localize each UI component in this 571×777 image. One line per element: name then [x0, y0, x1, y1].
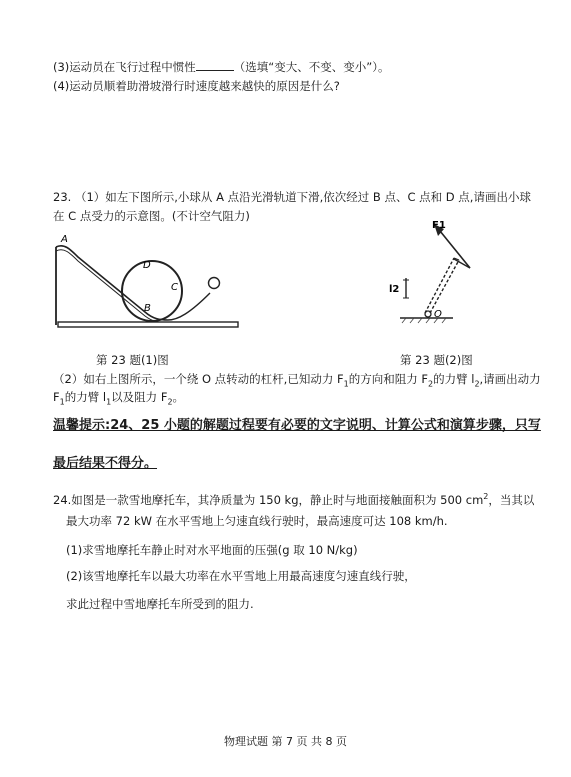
figure-lever	[378, 218, 478, 328]
page-footer: 物理试题 第 7 页 共 8 页	[224, 735, 347, 748]
q23-part2-line2: $F_1$的力臂 $l_1$以及阻力 $F_2$。	[53, 390, 185, 407]
q24-line3: (1)求雪地摩托车静止时对水平地面的压强(g 取 10 N/kg)	[66, 543, 358, 557]
label-l2: l2	[389, 284, 400, 295]
tip-line1: 温馨提示:24、25 小题的解题过程要有必要的文字说明、计算公式和演算步骤，只写	[53, 418, 541, 433]
label-o: O	[434, 309, 442, 320]
q22-sub3: (3)运动员在飞行过程中惯性 （选填“变大、不变、变小”）。	[53, 60, 390, 74]
figure-2-caption: 第 23 题(2)图	[400, 353, 473, 367]
q24-line4: (2)该雪地摩托车以最大功率在水平雪地上用最高速度匀速直线行驶，	[66, 569, 416, 583]
tip-line2: 最后结果不得分。	[53, 456, 158, 471]
label-c: C	[171, 282, 178, 293]
q24-line1: 24.如图是一款雪地摩托车，其净质量为 150 kg，静止时与地面接触面积为 500 $cm^2$，当其以	[53, 492, 535, 507]
q24-line2: 最大功率 72 kW 在水平雪地上匀速直线行驶时，最高速度可达 108 km/h.	[66, 514, 448, 528]
q23-part2-line1: （2）如右上图所示，一个绕 O 点转动的杠杆,已知动力 $F_1$的方向和阻力 $F_2$的力臂 $l_2$,请画出动力	[53, 372, 541, 389]
q24-line5: 求此过程中雪地摩托车所受到的阻力.	[66, 597, 254, 611]
figure-1-caption: 第 23 题(1)图	[96, 353, 169, 367]
q23-line2: 在 C 点受力的示意图。(不计空气阻力)	[53, 209, 250, 223]
label-a: A	[61, 234, 68, 245]
label-f1: F1	[432, 220, 446, 231]
label-b: B	[144, 303, 151, 314]
figure-track	[50, 225, 250, 335]
q23-line1: 23. （1）如左下图所示,小球从 A 点沿光滑轨道下滑,依次经过 B 点、C 点和 D 点,请画出小球	[53, 190, 531, 204]
answer-blank[interactable]	[196, 60, 234, 71]
q22-sub4: (4)运动员顺着助滑坡滑行时速度越来越快的原因是什么?	[53, 79, 340, 93]
label-d: D	[143, 260, 151, 271]
